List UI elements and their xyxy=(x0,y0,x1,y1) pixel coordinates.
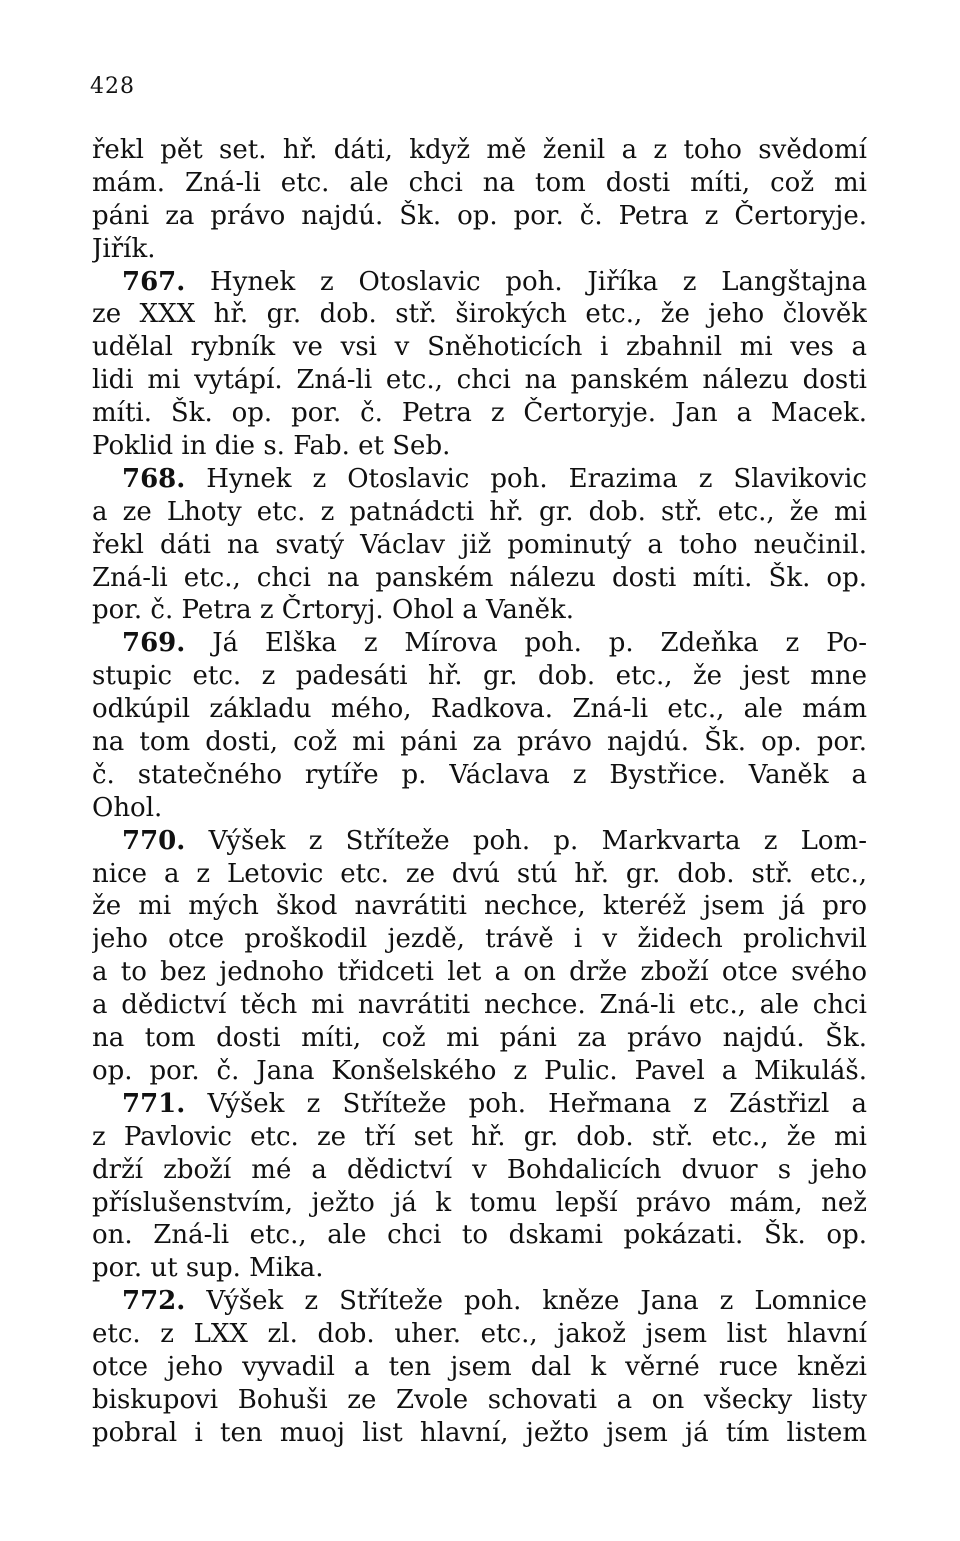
line-text: Výšek z Stříteže poh. Heřmana z Zástřizl a xyxy=(185,1088,867,1119)
entry-start-line xyxy=(92,627,867,660)
line-text: lidi mi vytápí. Zná-li etc., chci na panském nálezu dosti xyxy=(92,365,867,396)
text-line xyxy=(92,364,867,397)
text-line xyxy=(92,496,867,529)
text-line xyxy=(92,989,867,1022)
line-text: řekl pět set. hř. dáti, když mě ženil a z toho svědomí xyxy=(92,135,867,165)
line-text: ze XXX hř. gr. dob. stř. širokých etc., že jeho člověk xyxy=(92,299,867,330)
text-line xyxy=(92,660,867,693)
text-line xyxy=(92,430,867,463)
entry-start-line xyxy=(92,266,867,299)
entry-number: 767. xyxy=(122,266,186,297)
body-text xyxy=(92,134,867,1450)
entry-number: 768. xyxy=(122,463,186,494)
text-line xyxy=(92,397,867,430)
text-line xyxy=(92,890,867,923)
entry-number: 772. xyxy=(122,1286,186,1317)
entry-start-line xyxy=(92,1285,867,1318)
line-text: por. ut sup. Mika. xyxy=(92,1253,324,1284)
text-line xyxy=(92,923,867,956)
line-text: udělal rybník ve vsi v Sněhoticích i zbahnil mi ves a xyxy=(92,332,867,363)
text-line xyxy=(92,233,867,266)
line-text: stupic etc. z padesáti hř. gr. dob. etc., že jest mne xyxy=(92,661,867,692)
entry-start-line xyxy=(92,463,867,496)
line-text: řekl dáti na svatý Václav již pominutý a toho neučinil. xyxy=(92,529,867,560)
line-text: otce jeho vyvadil a ten jsem dal k věrné ruce knězi xyxy=(92,1351,867,1382)
line-text: Hynek z Otoslavic poh. Jiříka z Langštajna xyxy=(185,266,867,297)
line-text: odkúpil základu mého, Radkova. Zná-li etc., ale mám xyxy=(92,694,867,725)
line-text: biskupovi Bohuši ze Zvole schovati a on všecky listy xyxy=(92,1384,867,1415)
entry-start-line xyxy=(92,1088,867,1121)
text-line xyxy=(92,1022,867,1055)
line-text: Výšek z Stříteže poh. p. Markvarta z Lom- xyxy=(185,825,867,856)
line-text: etc. z LXX zl. dob. uher. etc., jakož jsem list hlavní xyxy=(92,1319,867,1350)
line-text: por. č. Petra z Črtoryj. Ohol a Vaněk. xyxy=(92,595,575,626)
text-line xyxy=(92,759,867,792)
text-line xyxy=(92,1351,867,1384)
text-line xyxy=(92,529,867,562)
line-text: z Pavlovic etc. ze tří set hř. gr. dob. stř. etc., že mi xyxy=(92,1121,867,1152)
line-text: že mi mých škod navrátiti nechce, kteréž jsem já pro xyxy=(92,891,867,922)
text-line xyxy=(92,594,867,627)
text-line xyxy=(92,1417,867,1450)
entry-number: 770. xyxy=(122,825,186,856)
page-number: 428 xyxy=(90,74,135,99)
entry-number: 769. xyxy=(122,628,186,659)
text-line xyxy=(92,1252,867,1285)
line-text: míti. Šk. op. por. č. Petra z Čertoryje. Jan a Macek. xyxy=(92,398,867,429)
text-line xyxy=(92,1219,867,1252)
text-line xyxy=(92,693,867,726)
line-text: Já Elška z Mírova poh. p. Zdeňka z Po- xyxy=(185,628,867,659)
line-text: drží zboží mé a dědictví v Bohdalicích dvuor s jeho xyxy=(92,1154,867,1185)
line-text: Zná-li etc., chci na panském nálezu dosti míti. Šk. op. xyxy=(92,562,867,593)
text-line xyxy=(92,134,867,167)
text-line xyxy=(92,200,867,233)
line-text: mám. Zná-li etc. ale chci na tom dosti míti, což mi xyxy=(92,167,867,198)
text-line xyxy=(92,1121,867,1154)
line-text: Ohol. xyxy=(92,792,163,823)
text-line xyxy=(92,331,867,364)
line-text: Výšek z Stříteže poh. kněze Jana z Lomnice xyxy=(185,1286,867,1317)
line-text: nice a z Letovic etc. ze dvú stú hř. gr. dob. stř. etc., xyxy=(92,858,867,889)
text-line xyxy=(92,1318,867,1351)
text-line xyxy=(92,726,867,759)
text-line xyxy=(92,298,867,331)
line-text: a dědictví těch mi navrátiti nechce. Zná-li etc., ale chci xyxy=(92,990,867,1021)
line-text: op. por. č. Jana Konšelského z Pulic. Pavel a Mikuláš. xyxy=(92,1055,867,1086)
text-line xyxy=(92,1187,867,1220)
text-line xyxy=(92,858,867,891)
line-text: na tom dosti míti, což mi páni za právo najdú. Šk. xyxy=(92,1023,867,1054)
line-text: a to bez jednoho třidceti let a on drže zboží otce svého xyxy=(92,957,867,988)
text-line xyxy=(92,167,867,200)
line-text: jeho otce proškodil jezdě, trávě i v židech prolichvil xyxy=(92,924,867,955)
line-text: příslušenstvím, ježto já k tomu lepší právo mám, než xyxy=(92,1187,867,1218)
text-line xyxy=(92,562,867,595)
line-text: Poklid in die s. Fab. et Seb. xyxy=(92,431,451,462)
line-text: Jiřík. xyxy=(92,233,156,264)
line-text: pobral i ten muoj list hlavní, ježto jsem já tím listem xyxy=(92,1417,867,1448)
line-text: č. statečného rytíře p. Václava z Bystřice. Vaněk a xyxy=(92,759,867,790)
line-text: Hynek z Otoslavic poh. Erazima z Slavikovic xyxy=(185,463,867,494)
text-line xyxy=(92,1384,867,1417)
line-text: páni za právo najdú. Šk. op. por. č. Petra z Čertoryje. xyxy=(92,200,867,231)
text-line xyxy=(92,1055,867,1088)
entry-number: 771. xyxy=(122,1088,186,1119)
line-text: a ze Lhoty etc. z patnádcti hř. gr. dob. stř. etc., že mi xyxy=(92,496,867,527)
text-line xyxy=(92,792,867,825)
text-line xyxy=(92,956,867,989)
entry-start-line xyxy=(92,825,867,858)
line-text: on. Zná-li etc., ale chci to dskami pokázati. Šk. op. xyxy=(92,1220,867,1251)
line-text: na tom dosti, což mi páni za právo najdú. Šk. op. por. xyxy=(92,727,867,758)
text-line xyxy=(92,1154,867,1187)
